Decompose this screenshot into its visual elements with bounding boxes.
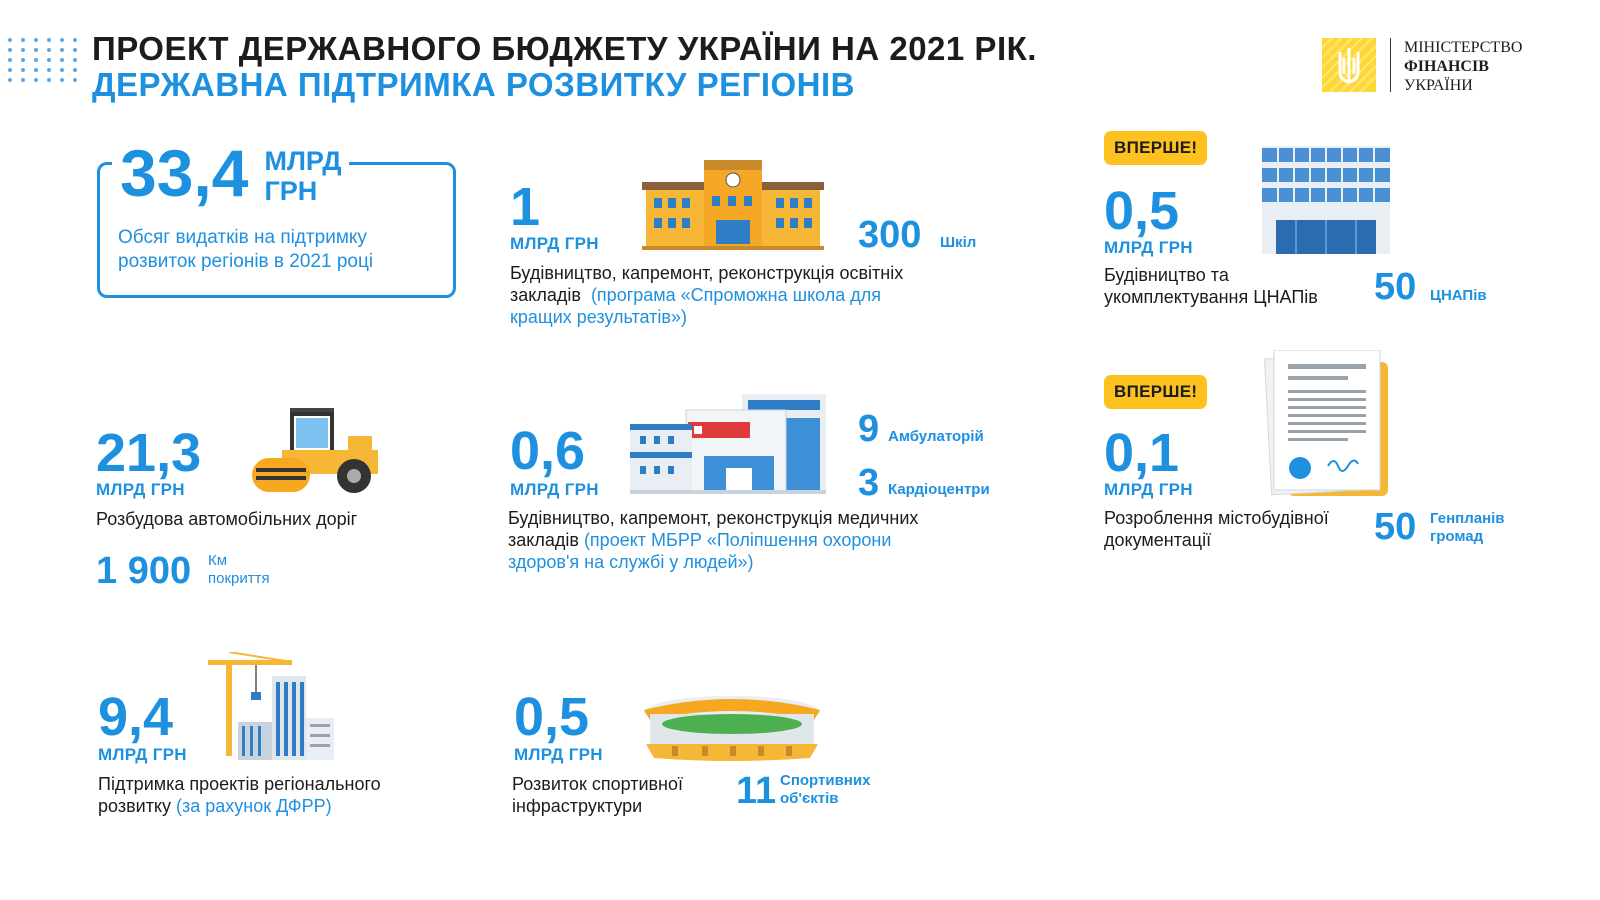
urban-description: Розроблення містобудівної документації xyxy=(1104,508,1329,550)
total-value: 33,4 xyxy=(120,136,249,210)
urban-count-label: Генпланів громад xyxy=(1430,510,1505,545)
medical-value: 0,6 xyxy=(510,421,586,481)
stadium-icon xyxy=(642,690,822,762)
regional-unit: МЛРД ГРН xyxy=(98,745,187,764)
hospital-icon xyxy=(630,394,826,494)
medical-count2: 3 xyxy=(858,462,880,504)
cnap-count-label: ЦНАПів xyxy=(1430,287,1487,304)
roads-value: 21,3 xyxy=(96,423,202,483)
total-unit-line1: МЛРД xyxy=(264,146,342,176)
total-description: Обсяг видатків на підтримку розвиток регіонів в 2021 році xyxy=(118,227,374,272)
sport-description: Розвиток спортивної інфраструктури xyxy=(512,774,684,816)
urban-badge: ВПЕРШЕ! xyxy=(1104,375,1207,409)
cnap-badge: ВПЕРШЕ! xyxy=(1104,131,1207,165)
regional-description: Підтримка проектів регіонального розвитку (за рахунок ДФРР) xyxy=(98,774,381,816)
cnap-unit: МЛРД ГРН xyxy=(1104,238,1193,257)
schools-value: 1 xyxy=(510,177,541,237)
logo-line3: УКРАЇНИ xyxy=(1404,77,1473,94)
office-building-icon xyxy=(1262,146,1390,254)
page-title: ПРОЕКТ ДЕРЖАВНОГО БЮДЖЕТУ УКРАЇНИ НА 2021 РІК. xyxy=(92,30,1037,67)
decorative-dots xyxy=(8,38,79,82)
urban-value: 0,1 xyxy=(1104,423,1180,483)
medical-count2-label: Кардіоцентри xyxy=(888,481,990,498)
schools-count-label: Шкіл xyxy=(940,234,977,251)
construction-crane-icon xyxy=(208,652,338,760)
schools-count: 300 xyxy=(858,214,922,256)
sport-unit: МЛРД ГРН xyxy=(514,745,603,764)
urban-unit: МЛРД ГРН xyxy=(1104,480,1193,499)
schools-description: Будівництво, капремонт, реконструкція освітніх закладів (програма «Спроможна школа для кращих результатів») xyxy=(510,263,904,327)
medical-description: Будівництво, капремонт, реконструкція медичних закладів (проект МБРР «Поліпшення охорони здоров'я на службі у людей») xyxy=(508,508,919,572)
total-value-wrap xyxy=(112,136,349,210)
logo-line2: ФІНАНСІВ xyxy=(1404,58,1489,75)
cnap-count: 50 xyxy=(1374,266,1417,308)
document-stamp-icon xyxy=(1262,350,1392,500)
cnap-description: Будівництво та укомплектування ЦНАПів xyxy=(1104,265,1318,307)
road-roller-icon xyxy=(252,406,382,496)
ministry-logo xyxy=(1322,38,1542,94)
roads-description: Розбудова автомобільних доріг xyxy=(96,509,358,529)
cnap-value: 0,5 xyxy=(1104,181,1180,241)
schools-unit: МЛРД ГРН xyxy=(510,234,599,253)
medical-unit: МЛРД ГРН xyxy=(510,480,599,499)
sport-count: 11 xyxy=(736,770,777,812)
roads-unit: МЛРД ГРН xyxy=(96,480,185,499)
logo-line1: МІНІСТЕРСТВО xyxy=(1404,39,1523,56)
medical-count1: 9 xyxy=(858,408,880,450)
urban-count: 50 xyxy=(1374,506,1417,548)
total-unit-line2: ГРН xyxy=(264,176,318,206)
roads-km-label: Км покриття xyxy=(208,552,270,587)
school-building-icon xyxy=(642,160,824,250)
sport-value: 0,5 xyxy=(514,687,590,747)
trident-emblem-icon xyxy=(1322,38,1376,92)
sport-count-label: Спортивних об'єктів xyxy=(780,772,871,807)
regional-value: 9,4 xyxy=(98,687,174,747)
page-subtitle: ДЕРЖАВНА ПІДТРИМКА РОЗВИТКУ РЕГІОНІВ xyxy=(92,66,856,103)
medical-count1-label: Амбулаторій xyxy=(888,428,984,445)
roads-km-value: 1 900 xyxy=(96,550,192,592)
